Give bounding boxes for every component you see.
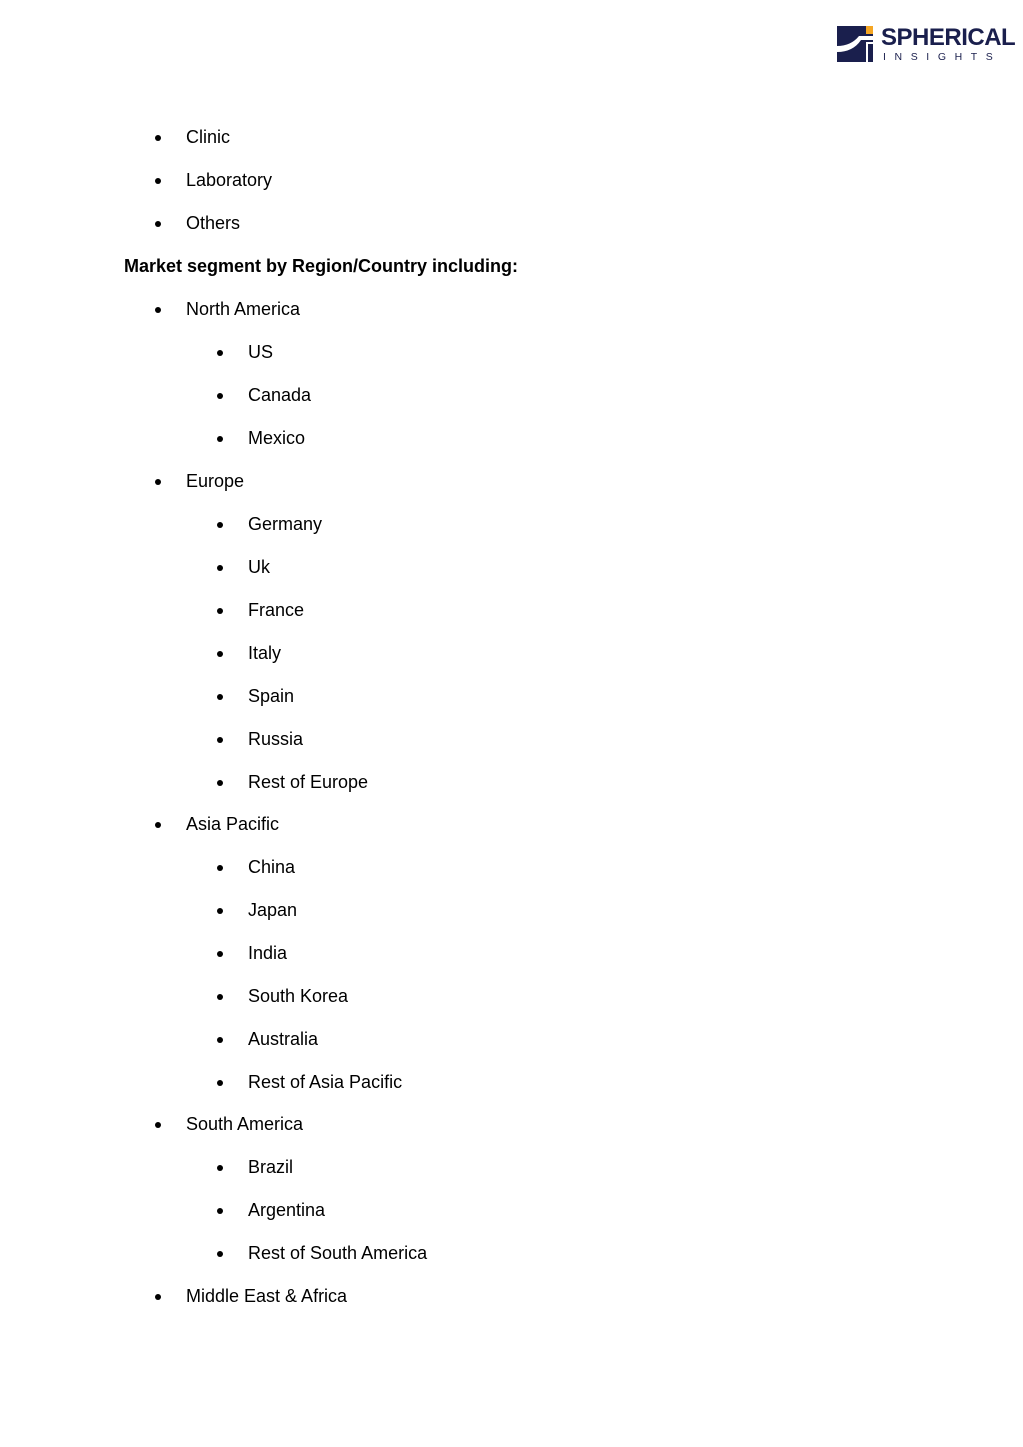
spherical-insights-logo	[837, 24, 1016, 64]
country-label: US	[248, 342, 274, 362]
bullet-icon	[217, 565, 223, 571]
bullet-icon	[155, 822, 161, 828]
country-label: Australia	[248, 1029, 319, 1049]
country-label: India	[248, 943, 288, 963]
country-label: Rest of Asia Pacific	[248, 1072, 403, 1092]
bullet-icon	[217, 1208, 223, 1214]
bullet-icon	[155, 1294, 161, 1300]
bullet-icon	[217, 651, 223, 657]
region-label: South America	[186, 1114, 304, 1134]
region-label: Europe	[186, 471, 245, 491]
country-label: Argentina	[248, 1200, 326, 1220]
country-label: Mexico	[248, 428, 306, 448]
bullet-icon	[217, 1251, 223, 1257]
bullet-icon	[217, 694, 223, 700]
list-item-label: Laboratory	[186, 170, 273, 190]
bullet-icon	[217, 1080, 223, 1086]
country-label: Rest of South America	[248, 1243, 428, 1263]
bullet-icon	[217, 780, 223, 786]
region-heading: Market segment by Region/Country including:	[124, 256, 519, 276]
country-label: Uk	[248, 557, 270, 577]
list-item-label: Clinic	[186, 127, 231, 147]
bullet-icon	[217, 737, 223, 743]
country-label: France	[248, 600, 305, 620]
bullet-icon	[217, 393, 223, 399]
country-label: Italy	[248, 643, 282, 663]
country-label: Canada	[248, 385, 312, 405]
bullet-icon	[155, 135, 161, 141]
country-label: Japan	[248, 900, 298, 920]
country-label: Rest of Europe	[248, 772, 369, 792]
country-label: Brazil	[248, 1157, 294, 1177]
bullet-icon	[217, 522, 223, 528]
bullet-icon	[217, 951, 223, 957]
bullet-icon	[217, 608, 223, 614]
country-label: China	[248, 857, 296, 877]
region-label: Asia Pacific	[186, 814, 280, 834]
bullet-icon	[217, 1037, 223, 1043]
bullet-icon	[155, 221, 161, 227]
bullet-icon	[155, 1122, 161, 1128]
bullet-icon	[155, 479, 161, 485]
logo-wordmark: SPHERICAL	[881, 24, 1016, 51]
country-label: Russia	[248, 729, 304, 749]
bullet-icon	[217, 1165, 223, 1171]
region-label: Middle East & Africa	[186, 1286, 348, 1306]
bullet-icon	[217, 908, 223, 914]
bullet-icon	[217, 994, 223, 1000]
region-label: North America	[186, 299, 301, 319]
bullet-icon	[217, 436, 223, 442]
bullet-icon	[155, 307, 161, 313]
country-label: South Korea	[248, 986, 349, 1006]
country-label: Spain	[248, 686, 295, 706]
bullet-icon	[155, 178, 161, 184]
bullet-icon	[217, 350, 223, 356]
list-item-label: Others	[186, 213, 241, 233]
country-label: Germany	[248, 514, 323, 534]
logo-subtitle: INSIGHTS	[883, 51, 1002, 63]
logo-mark-icon	[837, 26, 873, 62]
bullet-icon	[217, 865, 223, 871]
